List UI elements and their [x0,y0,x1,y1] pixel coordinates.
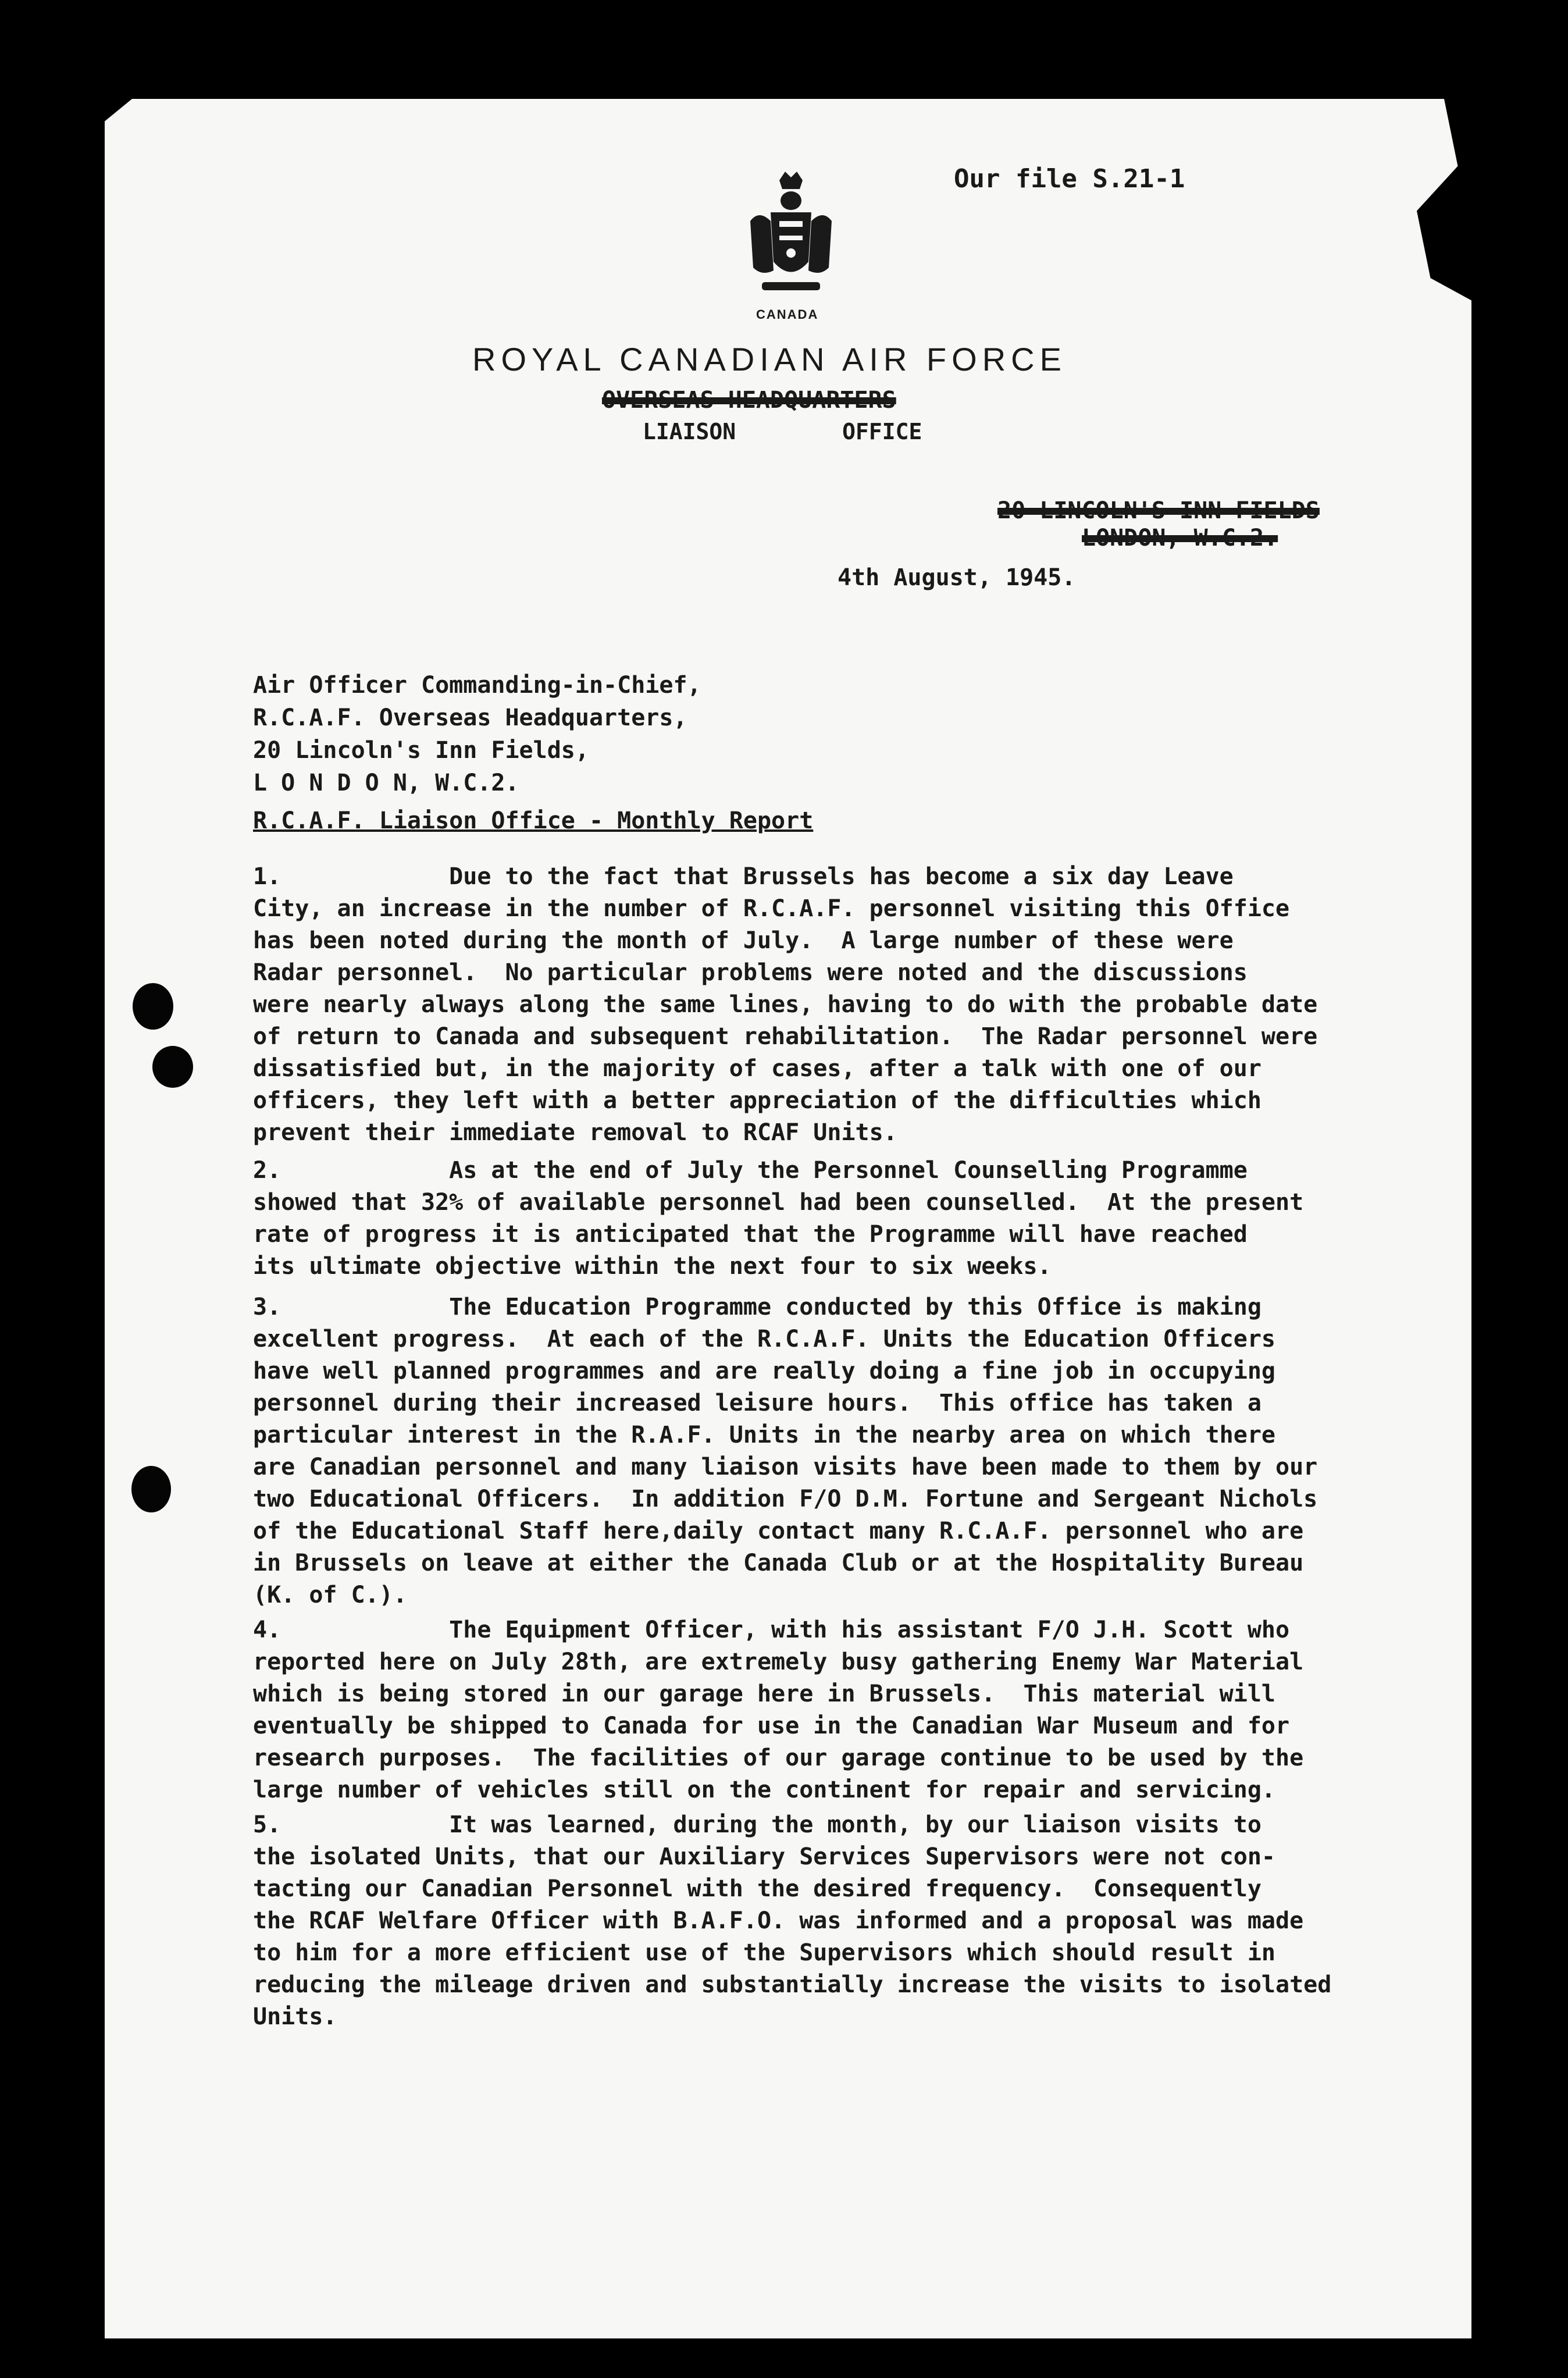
paragraph-line: reducing the mileage driven and substantially increase the visits to isolated [253,1971,1332,1998]
paragraph-line: 2. As at the end of July the Personnel Counselling Programme [253,1157,1248,1184]
office-heading: LIAISON OFFICE [643,419,922,444]
paragraph-line: were nearly always along the same lines, having to do with the probable date [253,991,1318,1018]
struck-out-address-line-1: 20 LINCOLN'S INN FIELDS [997,497,1320,524]
paragraph-4 [253,1614,1370,1806]
paragraph-line: showed that 32% of available personnel had been counselled. At the present [253,1189,1304,1216]
paragraph-line: 1. Due to the fact that Brussels has become a six day Leave [253,863,1234,890]
paragraph-line: the RCAF Welfare Officer with B.A.F.O. was informed and a proposal was made [253,1907,1304,1934]
paragraph-line: prevent their immediate removal to RCAF Units. [253,1119,897,1146]
paragraph-1 [253,861,1370,1149]
paragraph-line: (K. of C.). [253,1582,407,1608]
paragraph-line: have well planned programmes and are really doing a fine job in occupying [253,1358,1275,1384]
paragraph-line: Units. [253,2003,337,2030]
paragraph-line: personnel during their increased leisure hours. This office has taken a [253,1390,1261,1416]
subject-line: R.C.A.F. Liaison Office - Monthly Report [253,807,814,834]
paragraph-line: large number of vehicles still on the continent for repair and servicing. [253,1777,1275,1803]
paragraph-line: officers, they left with a better appreciation of the difficulties which [253,1087,1261,1114]
paragraph-line: two Educational Officers. In addition F/O D.M. Fortune and Sergeant Nichols [253,1486,1318,1512]
paragraph-line: in Brussels on leave at either the Canada Club or at the Hospitality Bureau [253,1550,1304,1576]
paragraph-line: particular interest in the R.A.F. Units in the nearby area on which there [253,1422,1275,1448]
paragraph-line: its ultimate objective within the next four to six weeks. [253,1253,1052,1280]
crest-label: CANADA [756,307,819,322]
recipient-line: 20 Lincoln's Inn Fields, [253,737,589,764]
recipient-line: Air Officer Commanding-in-Chief, [253,672,701,699]
paragraph-line: are Canadian personnel and many liaison visits have been made to them by our [253,1454,1318,1480]
punch-hole [133,983,173,1030]
paragraph-line: City, an increase in the number of R.C.A.F. personnel visiting this Office [253,895,1290,922]
paragraph-2 [253,1155,1370,1283]
paragraph-line: excellent progress. At each of the R.C.A.F. Units the Education Officers [253,1326,1275,1352]
punch-hole [152,1046,193,1088]
paragraph-line: has been noted during the month of July. A large number of these were [253,927,1234,954]
paragraph-line: which is being stored in our garage here in Brussels. This material will [253,1681,1275,1707]
coat-of-arms-icon [739,169,843,308]
paragraph-line: dissatisfied but, in the majority of cases, after a talk with one of our [253,1055,1261,1082]
struck-out-address-line-2: LONDON, W.C.2. [1082,525,1278,551]
paragraph-line: of return to Canada and subsequent rehabilitation. The Radar personnel were [253,1023,1318,1050]
paragraph-line: tacting our Canadian Personnel with the desired frequency. Consequently [253,1875,1261,1902]
paragraph-line: 4. The Equipment Officer, with his assistant F/O J.H. Scott who [253,1617,1290,1643]
file-reference: Our file S.21-1 [954,164,1185,194]
struck-out-heading: OVERSEAS HEADQUARTERS [602,387,896,414]
paragraph-line: 3. The Education Programme conducted by this Office is making [253,1294,1261,1320]
paragraph-line: research purposes. The facilities of our garage continue to be used by the [253,1745,1304,1771]
paragraph-line: to him for a more efficient use of the Supervisors which should result in [253,1939,1275,1966]
paragraph-3 [253,1291,1370,1611]
paragraph-line: 5. It was learned, during the month, by our liaison visits to [253,1811,1261,1838]
paragraph-line: the isolated Units, that our Auxiliary Services Supervisors were not con- [253,1843,1275,1870]
paragraph-line: eventually be shipped to Canada for use in the Canadian War Museum and for [253,1713,1290,1739]
punch-hole [131,1466,171,1512]
organization-heading: ROYAL CANADIAN AIR FORCE [472,341,1067,378]
paragraph-line: reported here on July 28th, are extremely busy gathering Enemy War Material [253,1649,1304,1675]
recipient-line: L O N D O N, W.C.2. [253,770,519,796]
paragraph-line: rate of progress it is anticipated that the Programme will have reached [253,1221,1248,1248]
paragraph-line: Radar personnel. No particular problems were noted and the discussions [253,959,1248,986]
letter-date: 4th August, 1945. [838,564,1076,591]
paragraph-5 [253,1809,1370,2033]
recipient-line: R.C.A.F. Overseas Headquarters, [253,704,687,731]
paragraph-line: of the Educational Staff here,daily contact many R.C.A.F. personnel who are [253,1518,1304,1544]
